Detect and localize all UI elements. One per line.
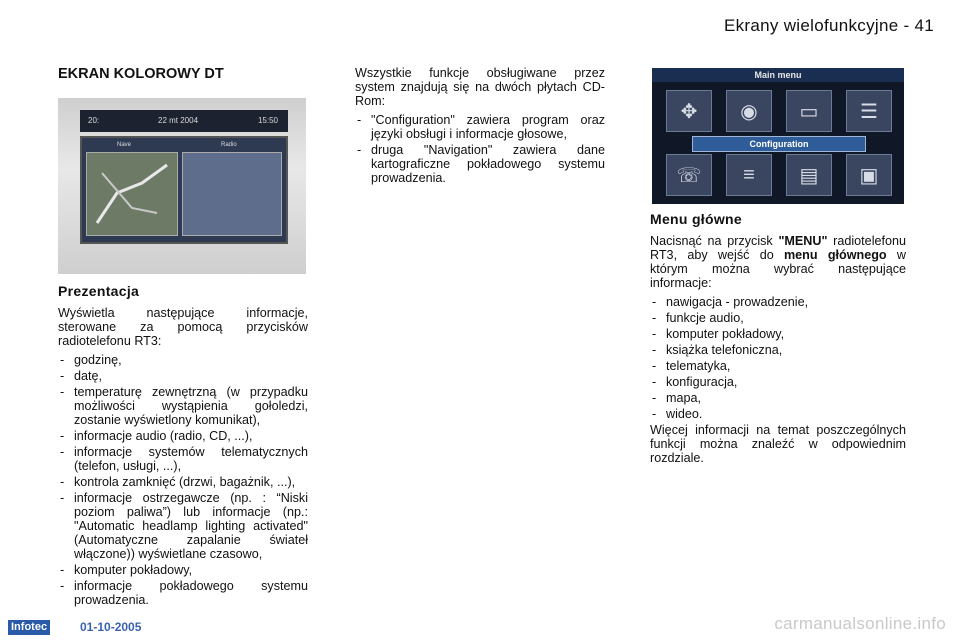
footer-date: 01-10-2005 <box>80 620 142 634</box>
telematics-icon: ☏ <box>666 154 712 196</box>
list-item: - druga "Navigation" zawiera dane kartograficzne pokładowego systemu prowadzenia. <box>355 143 605 185</box>
menu-icon-row-top <box>666 90 892 132</box>
list-item: - książka telefoniczna, <box>650 343 906 357</box>
device-radio-label: Radio <box>221 142 237 148</box>
list-item: - "Configuration" zawiera program oraz języki obsługi i informacje głosowe, <box>355 113 605 141</box>
column-presentation <box>58 284 308 609</box>
device-time-left: 20: <box>88 116 100 125</box>
list-item: - informacje audio (radio, CD, ...), <box>58 429 308 443</box>
cdrom-intro: Wszystkie funkcje obsługiwane przez system znajdują się na dwóch płytach CD-Rom: <box>355 66 605 108</box>
device-time-right: 15:50 <box>257 116 278 125</box>
map-route-icon <box>87 153 177 235</box>
cdrom-list <box>355 113 605 185</box>
device-map-panel <box>86 142 178 236</box>
main-menu-outro: Więcej informacji na temat poszczególnych funkcji można znaleźć w odpowiednim rozdziale. <box>650 423 906 465</box>
list-item: - informacje systemów telematycznych (telefon, usługi, ...), <box>58 445 308 473</box>
list-item: - nawigacja - prowadzenie, <box>650 295 906 309</box>
device-radio-panel <box>182 142 282 236</box>
list-item: - konfiguracja, <box>650 375 906 389</box>
configuration-icon: ≡ <box>726 154 772 196</box>
list-item: - mapa, <box>650 391 906 405</box>
page-header-title: Ekrany wielofunkcyjne - 41 <box>723 16 934 35</box>
device-screen <box>80 136 288 244</box>
list-item: - komputer pokładowy, <box>650 327 906 341</box>
list-item: - kontrola zamknięć (drzwi, bagażnik, ...), <box>58 475 308 489</box>
list-item: - temperaturę zewnętrzną (w przypadku możliwości wystąpienia gołoledzi, zostanie wyświetlony komunikat), <box>58 385 308 427</box>
phonebook-icon: ☰ <box>846 90 892 132</box>
intro-text: w którym można wybrać następujące informacje: <box>650 248 906 290</box>
watermark: carmanualsonline.info <box>774 614 946 633</box>
map-icon: ▤ <box>786 154 832 196</box>
video-icon: ▣ <box>846 154 892 196</box>
presentation-heading: Prezentacja <box>58 283 140 299</box>
intro-text: radiotelefonu RT3, aby wejść do <box>650 234 907 262</box>
list-item: - informacje ostrzegawcze (np. : “Niski poziom paliwa”) lub informacje (np.: "Automatic headlamp lighting activated" (Automatyczne zapalanie świateł włączone)) wyświetlane czasowo, <box>58 491 308 561</box>
list-item: - wideo. <box>650 407 906 421</box>
main-menu-heading: Menu główne <box>650 211 742 227</box>
device-map-label: Nave <box>117 142 132 148</box>
main-menu-list <box>650 295 906 421</box>
list-item: - telematyka, <box>650 359 906 373</box>
list-item: - datę, <box>58 369 308 383</box>
menu-key-label: "MENU" <box>778 234 828 248</box>
main-menu-title: Main menu <box>652 68 904 82</box>
list-item: - funkcje audio, <box>650 311 906 325</box>
device-date: 22 mt 2004 <box>158 116 199 125</box>
list-item: - komputer pokładowy, <box>58 563 308 577</box>
intro-text: Nacisnąć na przycisk <box>650 234 779 248</box>
audio-icon: ◉ <box>726 90 772 132</box>
list-item: - godzinę, <box>58 353 308 367</box>
main-menu-intro <box>650 234 906 290</box>
column-main-menu <box>650 212 906 470</box>
section-title: EKRAN KOLOROWY DT <box>58 66 224 82</box>
menu-icon-row-bottom <box>666 154 892 196</box>
menu-selected-item: Configuration <box>692 136 866 152</box>
list-item: - informacje pokładowego systemu prowadzenia. <box>58 579 308 607</box>
column-cdrom <box>355 66 605 187</box>
device-display-photo <box>58 98 306 274</box>
navigation-icon: ✥ <box>666 90 712 132</box>
computer-icon: ▭ <box>786 90 832 132</box>
presentation-intro: Wyświetla następujące informacje, sterowane za pomocą przycisków radiotelefonu RT3: <box>58 306 308 348</box>
presentation-list <box>58 353 308 607</box>
main-menu-screenshot <box>652 68 904 204</box>
infotec-logo: Infotec <box>8 620 50 635</box>
device-status-bar <box>80 110 288 132</box>
main-menu-term: menu głównego <box>783 248 887 262</box>
